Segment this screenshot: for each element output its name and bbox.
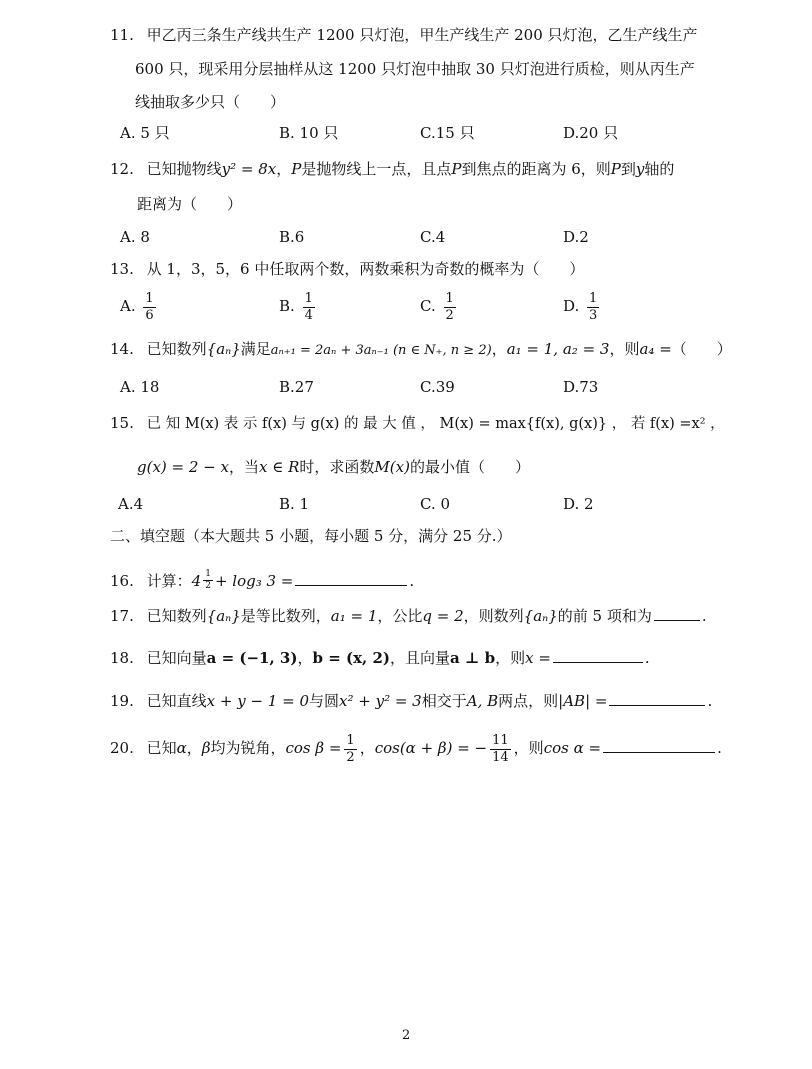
text: 是抛物线上一点，且点 <box>301 160 452 178</box>
text: ， <box>276 160 292 178</box>
text: 已知数列 <box>146 340 207 358</box>
text: ， <box>297 649 313 667</box>
question-number: 17. <box>110 607 134 625</box>
question-18 <box>110 650 650 666</box>
domain-condition: x ∈ R <box>259 458 300 476</box>
question-number: 11. <box>110 26 134 44</box>
parabola-equation: y² = 8x <box>221 160 277 178</box>
alpha: α <box>176 739 187 758</box>
question-text: 已 知 M(x) 表 示 f(x) 与 g(x) 的 最 大 值 ， M(x) = max{f(x), g(x)} ， 若 f(x) =x² ， <box>146 416 725 432</box>
first-term: a₁ = 1 <box>330 607 378 625</box>
point-p: P <box>451 160 462 178</box>
text: ，且向量 <box>390 649 451 667</box>
q13-option-b <box>279 292 318 322</box>
denominator: 2 <box>205 581 211 592</box>
q11-option-c: C.15 只 <box>420 124 475 142</box>
q13-option-a <box>120 292 159 322</box>
text: 满足 <box>240 340 271 358</box>
text: . <box>717 739 722 758</box>
question-12-line-2: 距离为（ ） <box>137 195 243 213</box>
q12-option-d: D.2 <box>563 228 589 246</box>
question-number: 20. <box>110 739 134 758</box>
initial-values: a₁ = 1, a₂ = 3 <box>506 340 610 358</box>
numerator: 1 <box>589 291 598 306</box>
expression: + log₃ 3 = <box>214 572 294 590</box>
exponent <box>203 570 213 592</box>
sequence: {aₙ} <box>206 340 241 358</box>
question-11-line-3: 线抽取多少只（ ） <box>135 93 286 111</box>
question-11-line-2: 600 只，现采用分层抽样从这 1200 只灯泡中抽取 30 只灯泡进行质检，则从丙生产 <box>135 60 695 78</box>
numerator: 1 <box>346 733 355 748</box>
option-letter: B. <box>279 297 295 316</box>
cos-beta: cos β = <box>285 739 342 758</box>
m-function: M(x) <box>374 458 410 476</box>
text: ，则数列 <box>463 607 524 625</box>
fraction <box>143 292 155 322</box>
cos-alpha-plus-beta: cos(α + β) = − <box>374 739 488 758</box>
text: 已知数列 <box>146 607 207 625</box>
option-letter: C. <box>420 297 436 316</box>
fraction <box>444 292 456 322</box>
q15-option-c: C. 0 <box>420 495 451 513</box>
q14-option-a: A. 18 <box>120 378 160 396</box>
question-13 <box>110 262 584 277</box>
q11-option-d: D.20 只 <box>563 124 619 142</box>
q14-option-b: B.27 <box>279 378 314 396</box>
q12-option-c: C.4 <box>420 228 446 246</box>
question-number: 13. <box>110 260 134 278</box>
text: 的前 5 项和为 <box>557 607 652 625</box>
recurrence: aₙ₊₁ = 2aₙ + 3aₙ₋₁ (n ∈ N₊, n ≥ 2) <box>270 343 492 358</box>
chord-length: |AB| = <box>558 692 608 710</box>
option-letter: D. <box>563 297 580 316</box>
q12-option-a: A. 8 <box>120 228 150 246</box>
target-term: a₄ = <box>639 340 672 358</box>
q13-option-d <box>563 292 602 322</box>
answer-blank[interactable] <box>654 608 700 621</box>
text: ， <box>186 739 202 758</box>
text: 两点，则 <box>498 692 559 710</box>
text: . <box>644 649 650 667</box>
vector-b: b = (x, 2) <box>312 649 391 667</box>
sequence: {aₙ} <box>206 607 241 625</box>
perpendicular-condition: a ⊥ b <box>450 649 496 667</box>
question-text: 甲乙丙三条生产线共生产 1200 只灯泡，甲生产线生产 200 只灯泡，乙生产线生产 <box>146 26 698 44</box>
cos-alpha: cos α = <box>543 739 602 758</box>
text: 与圆 <box>309 692 340 710</box>
question-text: 从 1，3，5，6 中任取两个数，两数乘积为奇数的概率为（ ） <box>146 260 585 278</box>
text: 相交于 <box>421 692 467 710</box>
text: ， <box>359 739 375 758</box>
numerator: 1 <box>203 570 213 581</box>
q15-option-a: A.4 <box>118 495 144 513</box>
beta: β <box>201 739 211 758</box>
line-equation: x + y − 1 = 0 <box>206 692 309 710</box>
question-12 <box>110 162 674 177</box>
answer-blank[interactable] <box>295 573 407 586</box>
circle-equation: x² + y² = 3 <box>339 692 422 710</box>
question-15-line-2 <box>137 460 530 475</box>
denominator: 2 <box>445 307 454 323</box>
q11-option-a: A. 5 只 <box>120 124 170 142</box>
question-14 <box>110 342 732 357</box>
numerator: 1 <box>445 291 454 306</box>
q14-option-c: C.39 <box>420 378 455 396</box>
text: 是等比数列， <box>240 607 331 625</box>
text: 均为锐角， <box>210 739 286 758</box>
question-number: 18. <box>110 649 134 667</box>
option-letter: A. <box>120 297 136 316</box>
q15-option-b: B. 1 <box>279 495 310 513</box>
text: 的最小值（ ） <box>409 458 530 476</box>
text: ，则 <box>495 649 526 667</box>
question-number: 19. <box>110 692 134 710</box>
text: ， <box>491 340 507 358</box>
question-19 <box>110 693 712 709</box>
page-number: 2 <box>402 1028 411 1043</box>
point-p: P <box>610 160 621 178</box>
sequence: {aₙ} <box>523 607 558 625</box>
denominator: 3 <box>589 307 598 323</box>
numerator: 11 <box>492 733 509 748</box>
question-number: 15. <box>110 414 134 432</box>
text: 已知抛物线 <box>146 160 222 178</box>
text: ，则 <box>609 340 640 358</box>
text: 时，求函数 <box>299 458 375 476</box>
section-heading-fill-in: 二、填空题（本大题共 5 小题，每小题 5 分，满分 25 分.） <box>110 527 512 545</box>
question-number: 12. <box>110 160 134 178</box>
text: ，公比 <box>377 607 423 625</box>
answer-blank[interactable] <box>603 740 715 753</box>
q14-option-d: D.73 <box>563 378 599 396</box>
denominator: 6 <box>145 307 154 323</box>
question-16 <box>110 570 414 592</box>
points-ab: A, B <box>466 692 499 710</box>
question-15 <box>110 416 725 432</box>
numerator: 1 <box>304 291 313 306</box>
text: ，则 <box>513 739 544 758</box>
text: 已知 <box>146 739 177 758</box>
q15-option-d: D. 2 <box>563 495 594 513</box>
point-p: P <box>291 160 302 178</box>
numerator: 1 <box>145 291 154 306</box>
y-axis-var: y <box>635 160 645 178</box>
denominator: 2 <box>346 749 355 765</box>
question-17 <box>110 608 707 624</box>
answer-blank[interactable] <box>609 693 705 706</box>
question-number: 14. <box>110 340 134 358</box>
fraction <box>587 292 599 322</box>
question-11 <box>110 28 698 43</box>
fraction <box>490 734 511 764</box>
q12-option-b: B.6 <box>279 228 305 246</box>
text: . <box>409 572 415 590</box>
answer-blank[interactable] <box>553 650 643 663</box>
unknown-x: x = <box>525 649 551 667</box>
denominator: 14 <box>492 749 509 765</box>
text: 计算： <box>146 572 192 590</box>
text: 到焦点的距离为 6，则 <box>461 160 611 178</box>
text: 已知直线 <box>146 692 207 710</box>
text: . <box>707 692 713 710</box>
vector-a: a = (−1, 3) <box>206 649 298 667</box>
denominator: 4 <box>304 307 313 323</box>
common-ratio: q = 2 <box>422 607 464 625</box>
text: . <box>701 607 707 625</box>
text: 到 <box>620 160 636 178</box>
q11-option-b: B. 10 只 <box>279 124 339 142</box>
base: 4 <box>191 572 202 590</box>
text: 已知向量 <box>146 649 207 667</box>
fraction <box>303 292 315 322</box>
text: ，当 <box>228 458 259 476</box>
q13-option-c <box>420 292 459 322</box>
text: 轴的 <box>644 160 675 178</box>
fraction <box>344 734 356 764</box>
question-20 <box>110 734 722 764</box>
text: （ ） <box>671 340 732 358</box>
g-function: g(x) = 2 − x <box>137 458 229 476</box>
question-number: 16. <box>110 572 134 590</box>
